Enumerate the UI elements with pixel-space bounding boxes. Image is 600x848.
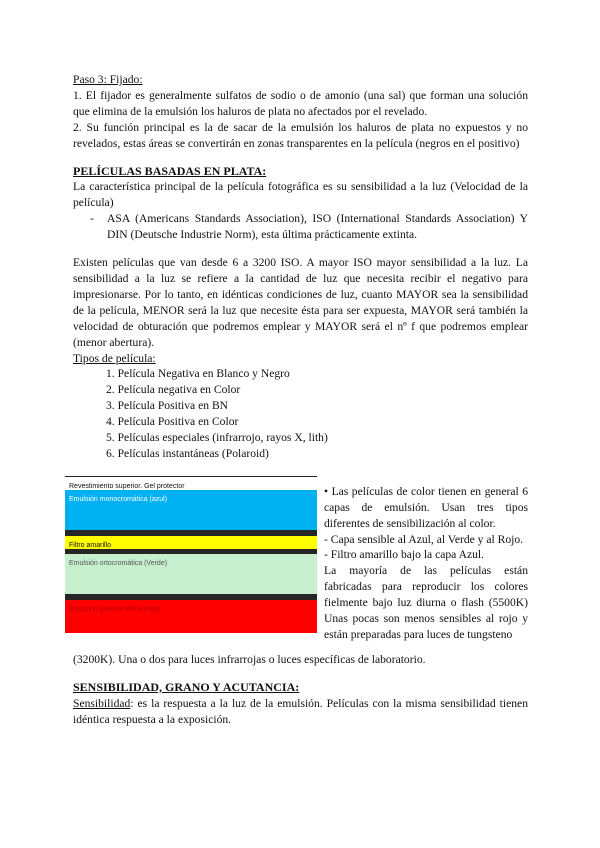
document-page bbox=[69, 72, 528, 727]
iso-paragraph: Existen películas que van desde 6 a 3200 ISO. A mayor ISO mayor sensibilidad a la luz. La sensibilidad a la luz se refiere a la cantidad de luz que necesita recibir el negativo para impresionarse. Por lo tanto, en idénticas condiciones de luz, cuanto MAYOR sea la sensibilidad de la película, MENOR será la luz que necesite ésta para ser expuesta, MAYOR será también la velocidad de obturación que podremos emplear y MAYOR será el nº f que podremos emplear (menor abertura). bbox=[73, 256, 528, 349]
sensibilidad-term: Sensibilidad bbox=[73, 696, 131, 710]
tipos-title: Tipos de película: bbox=[73, 351, 156, 365]
list-item: 6. Películas instantáneas (Polaroid) bbox=[106, 446, 269, 460]
standards-list-item bbox=[73, 211, 528, 243]
figure-side-text bbox=[324, 484, 528, 643]
layer-label: Emulsión pancromática (rojo) bbox=[69, 605, 161, 613]
layer-blue-emulsion bbox=[65, 490, 317, 530]
section-heading-peliculas: PELÍCULAS BASADAS EN PLATA: bbox=[73, 163, 267, 178]
side-text-2: - Capa sensible al Azul, al Verde y al Rojo. bbox=[324, 532, 524, 546]
list-item: 4. Película Positiva en Color bbox=[106, 415, 239, 429]
layer-yellow-filter bbox=[65, 536, 317, 549]
layer-red-emulsion bbox=[65, 600, 317, 633]
paso3-paragraph-1: 1. El fijador es generalmente sulfatos de sodio o de amonio (una sal) que forman una solución que elimina de la emulsión los haluros de plata no afectados por el revelado. bbox=[73, 88, 528, 118]
list-item: 1. Película Negativa en Blanco y Negro bbox=[106, 367, 290, 381]
tipos-list bbox=[73, 366, 528, 461]
list-item: 2. Película negativa en Color bbox=[106, 383, 241, 397]
layer-label: Revestimiento superior. Gel protector bbox=[69, 482, 185, 490]
list-item: 5. Películas especiales (infrarrojo, rayos X, lith) bbox=[106, 431, 328, 445]
side-text-3: - Filtro amarillo bajo la capa Azul. bbox=[324, 548, 485, 562]
sensibilidad-paragraph bbox=[73, 696, 528, 728]
paso3-title: Paso 3: Fijado: bbox=[73, 73, 143, 86]
layer-label: Emulsión monocromática (azul) bbox=[69, 495, 168, 503]
side-text-1: • Las películas de color tienen en general 6 capas de emulsión. Usan tres tipos diferentes de sensibilización al color. bbox=[324, 484, 528, 530]
paso3-paragraph-2: 2. Su función principal es la de sacar de la emulsión los haluros de plata no expuestos y no revelados, estas áreas se convertirán en zonas transparentes en la película (negros en el positivo) bbox=[73, 120, 528, 150]
side-text-4: La mayoría de las películas están fabricadas para reproducir los colores fielmente bajo luz diurna o flash (5500K) Unas pocas son menos sensibles al rojo y están preparadas para luces de tungsteno bbox=[324, 564, 528, 641]
layer-label: Filtro amarillo bbox=[69, 541, 112, 549]
side-text-continuation: (3200K). Una o dos para luces infrarrojas o luces específicas de laboratorio. bbox=[73, 652, 426, 666]
layer-green-emulsion bbox=[65, 554, 317, 594]
film-figure-section bbox=[69, 476, 528, 652]
section-heading-sensibilidad: SENSIBILIDAD, GRANO Y ACUTANCIA: bbox=[73, 679, 300, 694]
layer-protective-gel bbox=[65, 476, 317, 491]
standards-text: ASA (Americans Standards Association), ISO (International Standards Association) Y DIN (Deutsche Industrie Norm), esta última prácticamente extinta. bbox=[107, 212, 528, 242]
film-layers-diagram bbox=[65, 476, 317, 633]
sensibilidad-text: : es la respuesta a la luz de la emulsión. Películas con la misma sensibilidad tienen idéntica respuesta a la exposición. bbox=[73, 696, 528, 726]
dash-bullet: - bbox=[90, 212, 94, 226]
peliculas-intro: La característica principal de la película fotográfica es su sensibilidad a la luz (Velocidad de la película) bbox=[73, 180, 528, 210]
layer-label: Emulsión ortocromática (Verde) bbox=[69, 559, 168, 567]
list-item: 3. Película Positiva en BN bbox=[106, 399, 229, 413]
